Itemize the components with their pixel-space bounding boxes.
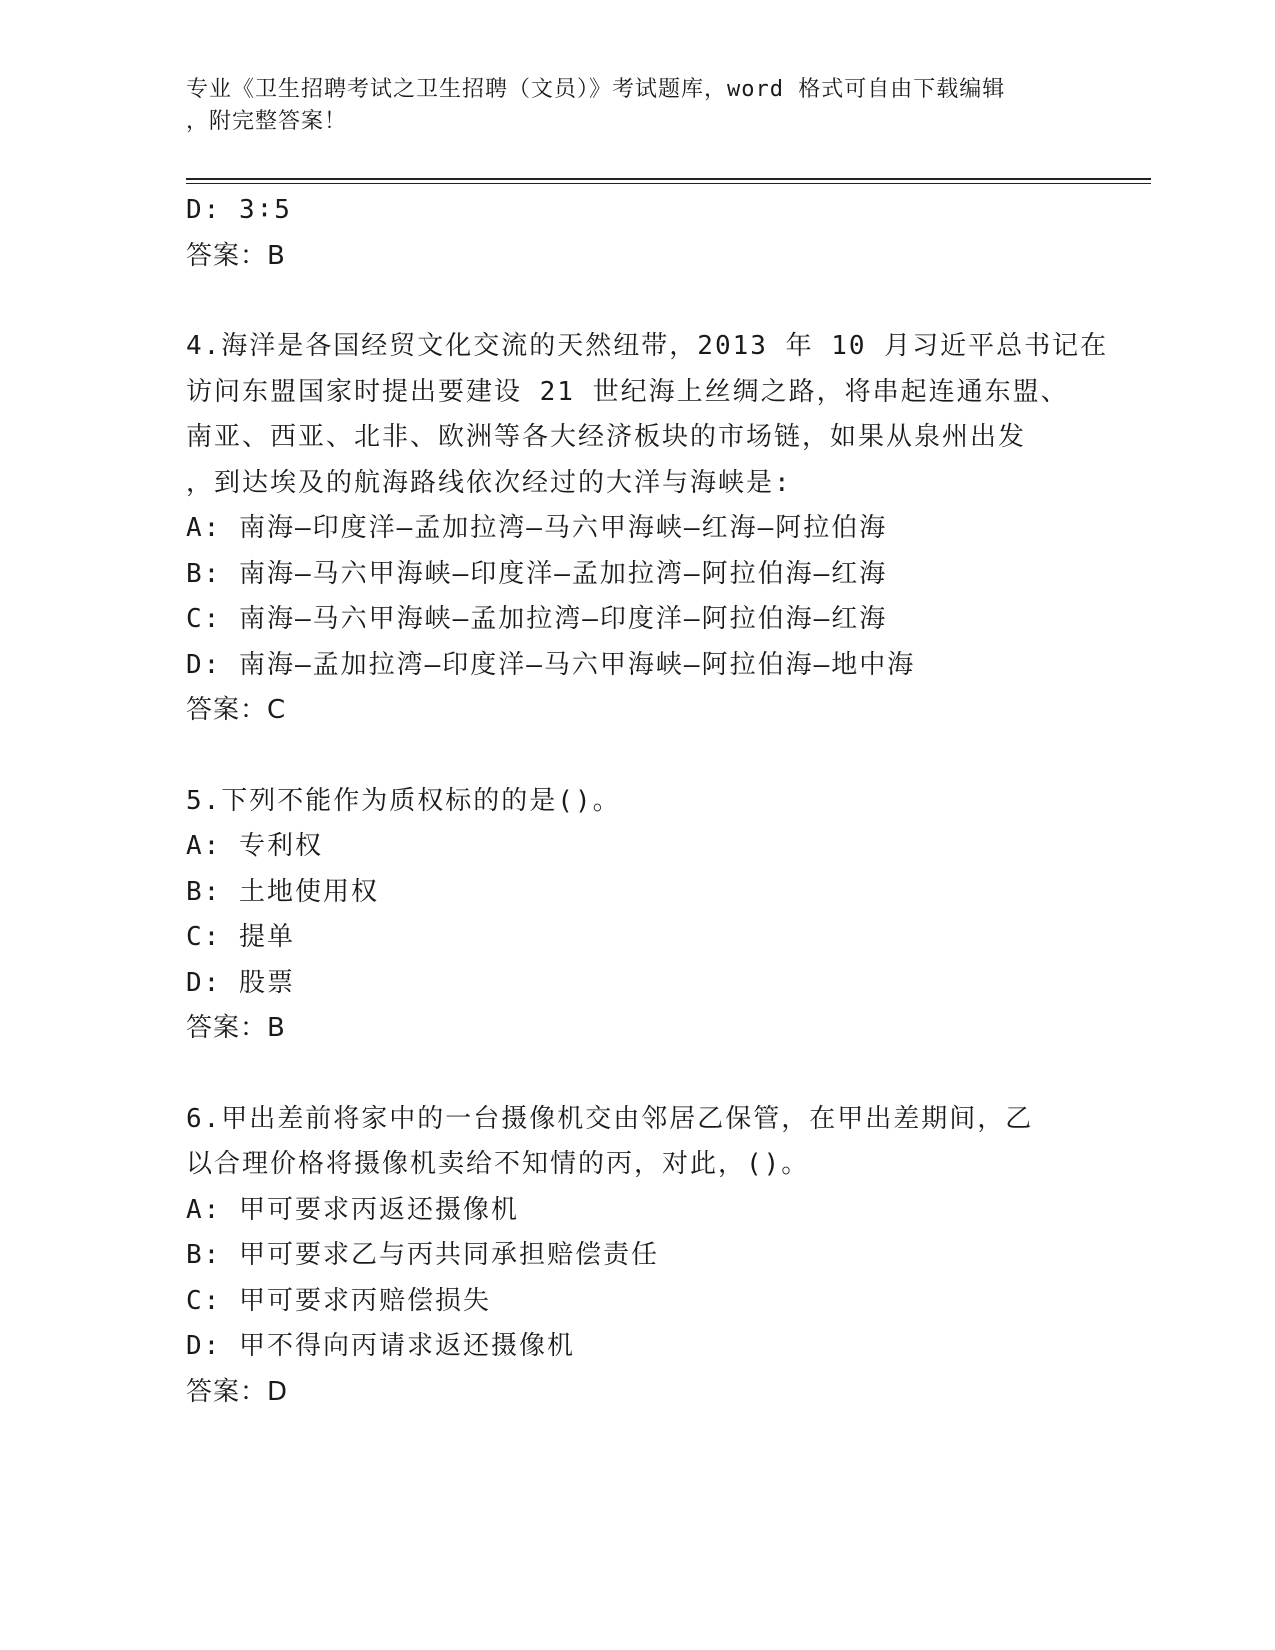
page-header xyxy=(186,74,1086,138)
question-4 xyxy=(186,324,1109,734)
option-b: B: 南海—马六甲海峡—印度洋—孟加拉湾—阿拉伯海—红海 xyxy=(186,558,888,589)
option-a: A: 甲可要求丙返还摄像机 xyxy=(186,1194,519,1225)
question-stem-line: ，到达埃及的航海路线依次经过的大洋与海峡是: xyxy=(186,467,792,498)
answer-line: 答案：B xyxy=(186,1013,286,1043)
option-d: D: 股票 xyxy=(186,967,295,998)
question-stem-line: 4.海洋是各国经贸文化交流的天然纽带，2013 年 10 月习近平总书记在 xyxy=(186,331,1109,361)
option-c: C: 甲可要求丙赔偿损失 xyxy=(186,1285,491,1316)
question-stem-line: 以合理价格将摄像机卖给不知情的丙，对此，()。 xyxy=(186,1149,810,1179)
answer-line: 答案：C xyxy=(186,695,287,725)
option-a: A: 南海—印度洋—孟加拉湾—马六甲海峡—红海—阿拉伯海 xyxy=(186,513,888,543)
answer-line: 答案：B xyxy=(186,240,286,271)
answer-line: 答案：D xyxy=(186,1376,289,1407)
option-c: C: 南海—马六甲海峡—孟加拉湾—印度洋—阿拉伯海—红海 xyxy=(186,604,888,634)
question-stem-line: 5.下列不能作为质权标的的是()。 xyxy=(186,785,621,816)
question-stem-line: 6.甲出差前将家中的一台摄像机交由邻居乙保管，在甲出差期间，乙 xyxy=(186,1103,1034,1134)
header-line-2: ，附完整答案！ xyxy=(186,109,348,134)
spacer xyxy=(186,279,1086,324)
option-c: C: 提单 xyxy=(186,922,295,952)
question-stem-line: 访问东盟国家时提出要建设 21 世纪海上丝绸之路，将串起连通东盟、 xyxy=(186,376,1069,407)
question-6 xyxy=(186,1097,1086,1416)
spacer xyxy=(186,1052,1086,1097)
question-stem-line: 南亚、西亚、北非、欧洲等各大经济板块的市场链，如果从泉州出发 xyxy=(186,422,1027,452)
spacer xyxy=(186,734,1086,779)
header-line-1: 专业《卫生招聘考试之卫生招聘（文员）》考试题库，word 格式可自由下载编辑 xyxy=(186,77,1006,102)
option-a: A: 专利权 xyxy=(186,831,323,861)
option-d: D: 南海—孟加拉湾—印度洋—马六甲海峡—阿拉伯海—地中海 xyxy=(186,649,916,680)
question-list xyxy=(186,188,1109,1415)
option-d: D: 3∶5 xyxy=(186,195,292,225)
option-b: B: 土地使用权 xyxy=(186,876,379,907)
header-divider-thick xyxy=(186,178,1151,180)
option-b: B: 甲可要求乙与丙共同承担赔偿责任 xyxy=(186,1240,659,1270)
header-divider-thin xyxy=(186,183,1151,184)
question-5 xyxy=(186,779,1086,1052)
previous-question-tail xyxy=(186,188,1086,279)
option-d: D: 甲不得向丙请求返还摄像机 xyxy=(186,1331,575,1361)
